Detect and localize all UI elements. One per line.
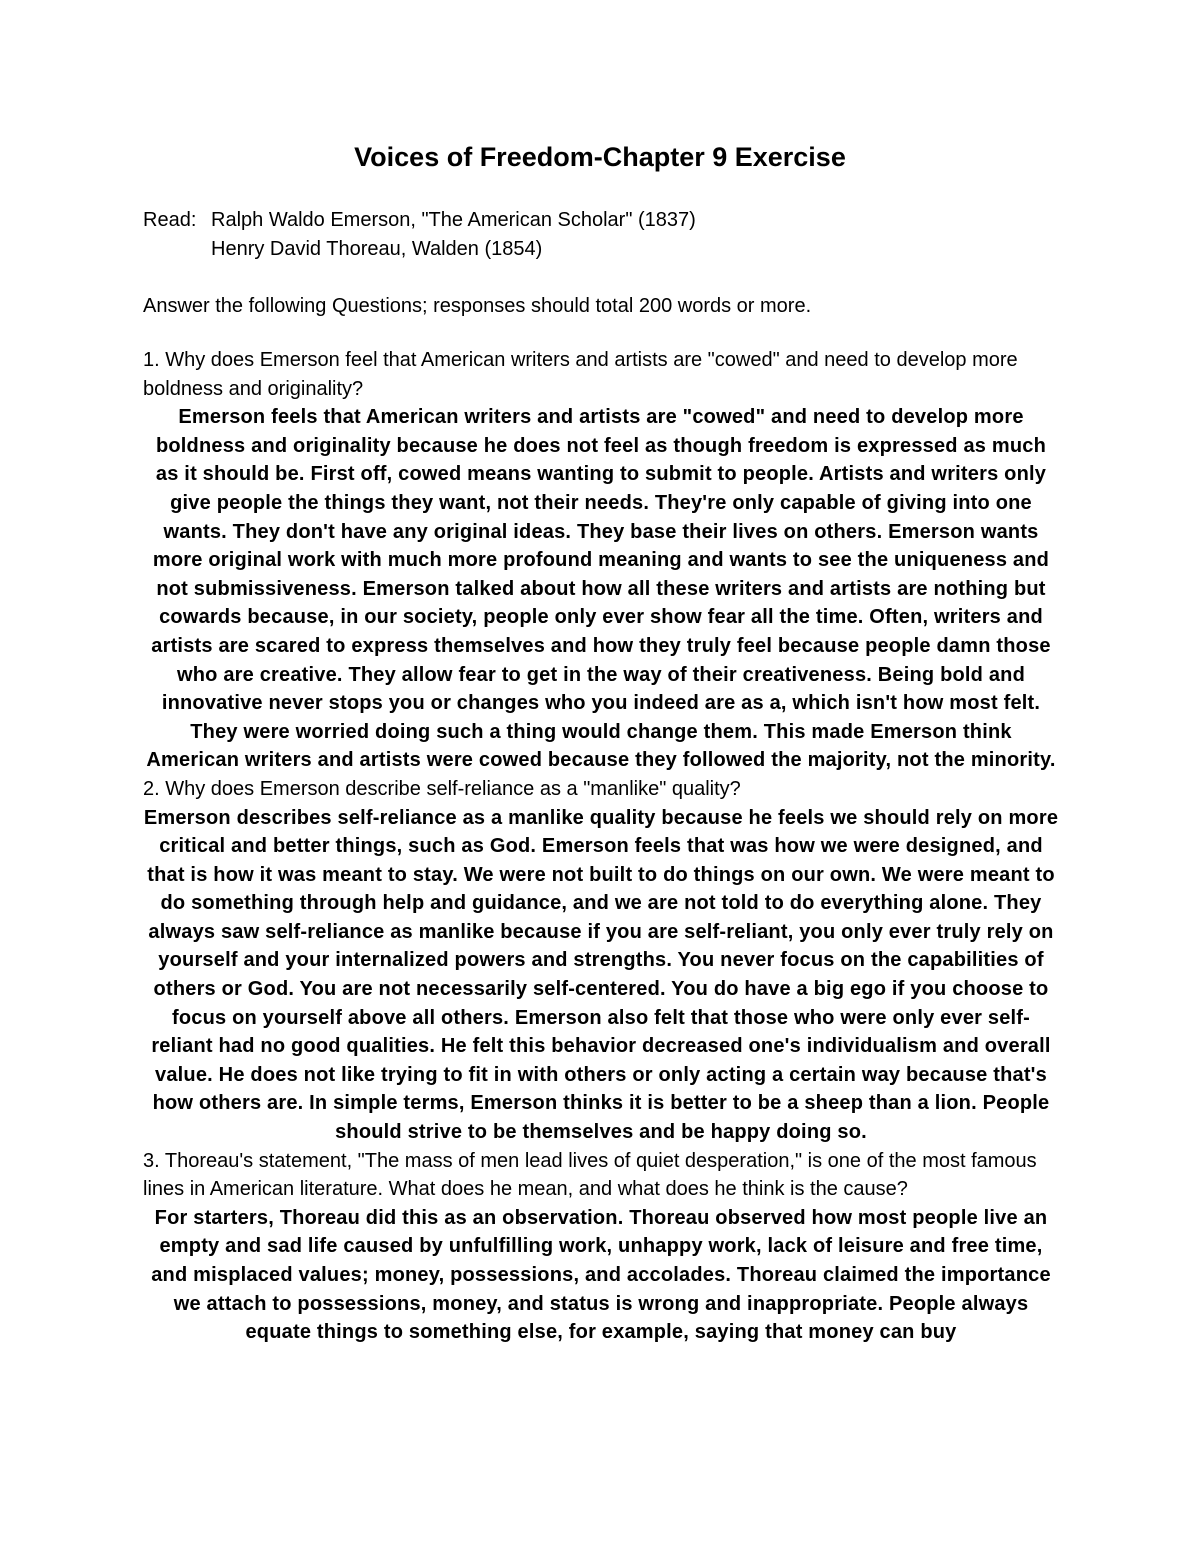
instructions: Answer the following Questions; responses should total 200 words or more. xyxy=(143,295,812,317)
answer-2: Emerson describes self-reliance as a manlike quality because he feels we should rely on more critical and better things, such as God. Emerson feels that was how we were designed, and that is how it was meant to stay. We were not built to do things on our own. We were meant to do something through help and guidance, and we are not told to do everything alone. They always saw self-reliance as manlike because if you are self-reliant, you only ever truly rely on yourself and your internalized powers and strengths. You never focus on the capabilities of others or God. You are not necessarily self-centered. You do have a big ego if you choose to focus on yourself above all others. Emerson also felt that those who were only ever self-reliant had no good qualities. He felt this behavior decreased one's individualism and overall value. He does not like trying to fit in with others or only acting a certain way because that's how others are. In simple terms, Emerson thinks it is better to be a sheep than a lion. People should strive to be themselves and be happy doing so. xyxy=(143,806,1059,1144)
reading-row xyxy=(143,235,696,264)
reading-label-spacer xyxy=(143,235,211,264)
question-3: 3. Thoreau's statement, "The mass of men lead lives of quiet desperation," is one of the most famous lines in American literature. What does he mean, and what does he think is the cause? xyxy=(143,1149,1037,1201)
reading-item-emerson: Ralph Waldo Emerson, "The American Scholar" (1837) xyxy=(211,209,696,231)
question-2: 2. Why does Emerson describe self-reliance as a "manlike" quality? xyxy=(143,777,741,800)
reading-item-thoreau: Henry David Thoreau, Walden (1854) xyxy=(211,238,543,260)
answer-3: For starters, Thoreau did this as an observation. Thoreau observed how most people live an empty and sad life caused by unfulfilling work, unhappy work, lack of leisure and free time, and misplaced values; money, possessions, and accolades. Thoreau claimed the importance we attach to possessions, money, and status is wrong and inappropriate. People always equate things to something else, for example, saying that money can buy xyxy=(151,1206,1051,1344)
answer-1: Emerson feels that American writers and artists are "cowed" and need to develop more boldness and originality because he does not feel as though freedom is expressed as much as it should be. First off, cowed means wanting to submit to people. Artists and writers only give people the things they want, not their needs. They're only capable of giving into one wants. They don't have any original ideas. They base their lives on others. Emerson wants more original work with much more profound meaning and wants to see the uniqueness and not submissiveness. Emerson talked about how all these writers and artists are nothing but cowards because, in our society, people only ever show fear all the time. Often, writers and artists are scared to express themselves and how they truly feel because people damn those who are creative. They allow fear to get in the way of their creativeness. Being bold and innovative never stops you or changes who you indeed are as a, which isn't how most felt. They were worried doing such a thing would change them. This made Emerson think American writers and artists were cowed because they followed the majority, not the minority. xyxy=(146,406,1056,772)
reading-list xyxy=(143,206,696,264)
reading-label: Read: xyxy=(143,209,197,231)
reading-row xyxy=(143,206,696,235)
question-answer-list xyxy=(143,346,1059,1347)
page-title: Voices of Freedom-Chapter 9 Exercise xyxy=(354,142,846,172)
question-1: 1. Why does Emerson feel that American writers and artists are "cowed" and need to develop more boldness and originality? xyxy=(143,349,1018,400)
